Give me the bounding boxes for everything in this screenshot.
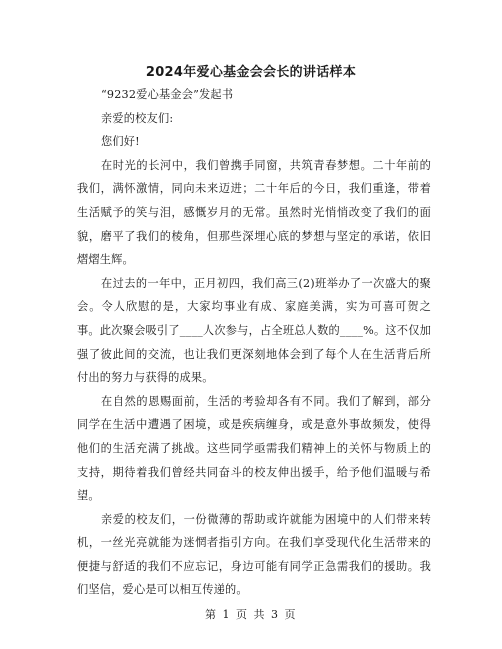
sender-line: “9232爱心基金会”发起书	[101, 88, 234, 101]
paragraph-line: 生活赋予的笑与泪，感慨岁月的无常。虽然时光悄悄改变了我们的面	[77, 205, 431, 219]
paragraph-line: 事。此次聚会吸引了____人次参与，占全班总人数的____%。这不仅加	[77, 323, 431, 337]
paragraph-line: 望。	[77, 489, 100, 503]
paragraph-line: 便捷与舒适的我们不应忘记，身边可能有同学正急需我们的援助。我	[77, 559, 431, 573]
paragraph-1	[77, 154, 431, 272]
paragraph-line: 他们的生活充满了挑战。这些同学亟需我们精神上的关怀与物质上的	[77, 441, 431, 455]
paragraph-line: 同学在生活中遭遇了困境，或是疾病缠身，或是意外事故频发，使得	[77, 418, 431, 432]
paragraph-line: 支持，期待着我们曾经共同奋斗的校友伸出援手，给予他们温暖与希	[77, 465, 431, 479]
paragraph-2	[77, 272, 431, 390]
salutation: 亲爱的校友们:	[101, 111, 174, 125]
paragraph-line: 在过去的一年中，正月初四，我们高三(2)班举办了一次盛大的聚	[101, 276, 431, 290]
paragraph-line: 们坚信，爱心是可以相互传递的。	[77, 583, 248, 597]
paragraph-line: 机，一丝光亮就能为迷惘者指引方向。在我们享受现代化生活带来的	[77, 536, 431, 550]
paragraph-line: 强了彼此间的交流，也让我们更深刻地体会到了每个人在生活背后所	[77, 347, 431, 361]
document-title: 2024年爱心基金会会长的讲话样本	[145, 65, 357, 80]
paragraph-line: 在自然的恩赐面前，生活的考验却各有不同。我们了解到，部分	[101, 394, 431, 408]
paragraph-3	[77, 390, 431, 508]
paragraph-line: 会。令人欣慰的是，大家均事业有成、家庭美满，实为可喜可贺之	[77, 300, 431, 314]
page-footer: 第 1 页 共 3 页	[205, 608, 297, 621]
document-body	[77, 83, 431, 602]
paragraph-4	[77, 508, 431, 602]
paragraph-line: 熠熠生辉。	[77, 253, 134, 267]
paragraph-line: 我们，满怀激情，同向未来迈进；二十年后的今日，我们重逢，带着	[77, 182, 431, 196]
paragraph-line: 貌，磨平了我们的棱角，但那些深埋心底的梦想与坚定的承诺，依旧	[77, 229, 431, 243]
paragraph-line: 亲爱的校友们，一份微薄的帮助或许就能为困境中的人们带来转	[101, 512, 431, 526]
paragraph-line: 在时光的长河中，我们曾携手同窗，共筑青春梦想。二十年前的	[101, 158, 431, 172]
greeting: 您们好!	[101, 135, 140, 149]
paragraph-line: 付出的努力与获得的成果。	[77, 371, 214, 385]
